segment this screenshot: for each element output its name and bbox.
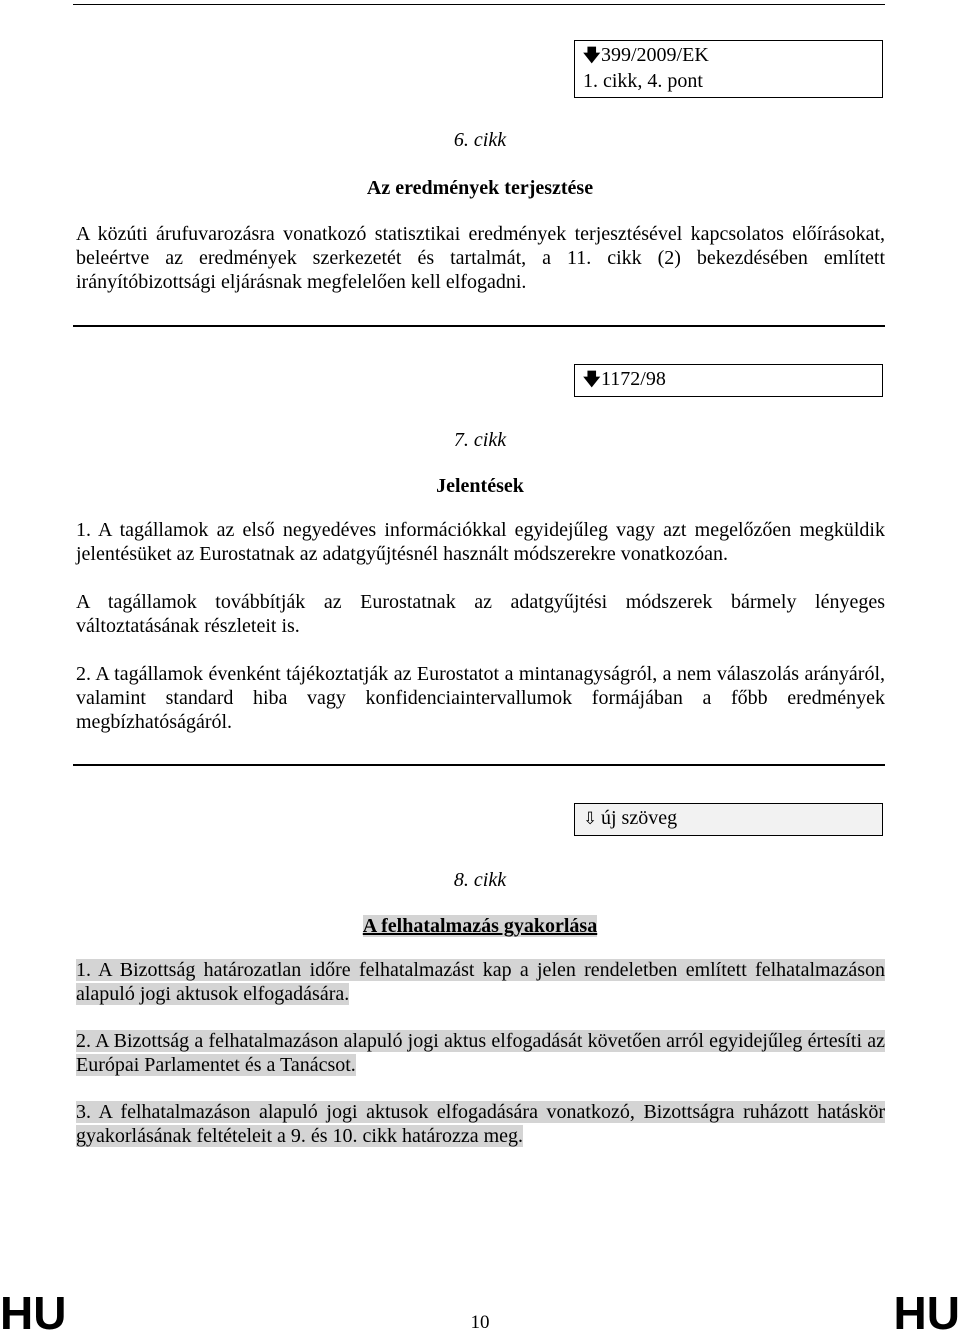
article6-paragraph: A közúti árufuvarozásra vonatkozó statisztikai eredmények terjesztésével kapcsolatos előírásokat, beleértve az eredmények szerkezetét és tartalmát, a 11. cikk (2) bekezdésében említett irányítóbizottsági eljárásnak megfelelően kell elfogadni. (76, 223, 885, 293)
article7-number: 7. cikk (453, 429, 507, 451)
article6-number: 6. cikk (453, 129, 507, 151)
article8-paragraph1-text: 1. A Bizottság határozatlan időre felhatalmazást kap a jelen rendeletben említett felhatalmazáson alapuló jogi aktusok elfogadására. (76, 959, 885, 1005)
page-number: 10 (470, 1312, 490, 1333)
article8-paragraph1 (76, 958, 885, 1006)
article8-title (0, 914, 960, 938)
article8-number: 8. cikk (453, 869, 507, 891)
article8-paragraph2-text: 2. A Bizottság a felhatalmazáson alapuló jogi aktus elfogadását követően arról egyidejűleg értesíti az Európai Parlamentet és a Tanácsot. (76, 1030, 885, 1076)
bold-down-arrow-icon: 🡇 (583, 46, 601, 66)
new-text-reference-box (574, 803, 883, 836)
source-reference-box-article6 (574, 40, 883, 98)
article8-title-text: A felhatalmazás gyakorlása (362, 915, 598, 937)
section-divider (73, 325, 885, 327)
hollow-down-arrow-icon: ⇩ (583, 809, 598, 829)
bold-down-arrow-icon: 🡇 (583, 370, 601, 390)
article7-paragraph3: 2. A tagállamok évenként tájékoztatják az Eurostatot a mintanagyságról, a nem válaszolás arányáról, valamint standard hiba vagy konfidenciaintervallumok formájában a főbb eredmények megbízhatóságáról. (76, 663, 885, 733)
article8-paragraph2 (76, 1029, 885, 1077)
article7-title: Jelentések (436, 475, 524, 497)
source-ref: 1172/98 (601, 368, 666, 390)
section-divider (73, 764, 885, 766)
article6-title: Az eredmények terjesztése (366, 177, 594, 199)
article7-paragraph2: A tagállamok továbbítják az Eurostatnak az adatgyűjtési módszerek bármely lényeges változtatásának részleteit is. (76, 591, 885, 637)
source-ref-line1: 399/2009/EK (601, 44, 709, 66)
footer-language-left: HU (0, 1287, 67, 1339)
article7-paragraph1: 1. A tagállamok az első negyedéves információkkal egyidejűleg vagy azt megelőzően megküldik jelentésüket az Eurostatnak az adatgyűjtésnél használt módszerekre vonatkozóan. (76, 519, 885, 565)
top-divider (73, 4, 885, 5)
new-text-label: új szöveg (601, 807, 678, 829)
source-reference-box-article7 (574, 364, 883, 397)
article8-paragraph3 (76, 1100, 885, 1148)
article8-paragraph3-text: 3. A felhatalmazáson alapuló jogi aktusok elfogadására vonatkozó, Bizottságra ruházott hatáskör gyakorlásának feltételeit a 9. és 10. cikk határozza meg. (76, 1101, 885, 1147)
source-ref-line2: 1. cikk, 4. pont (583, 70, 703, 92)
footer-language-right: HU (893, 1287, 960, 1339)
